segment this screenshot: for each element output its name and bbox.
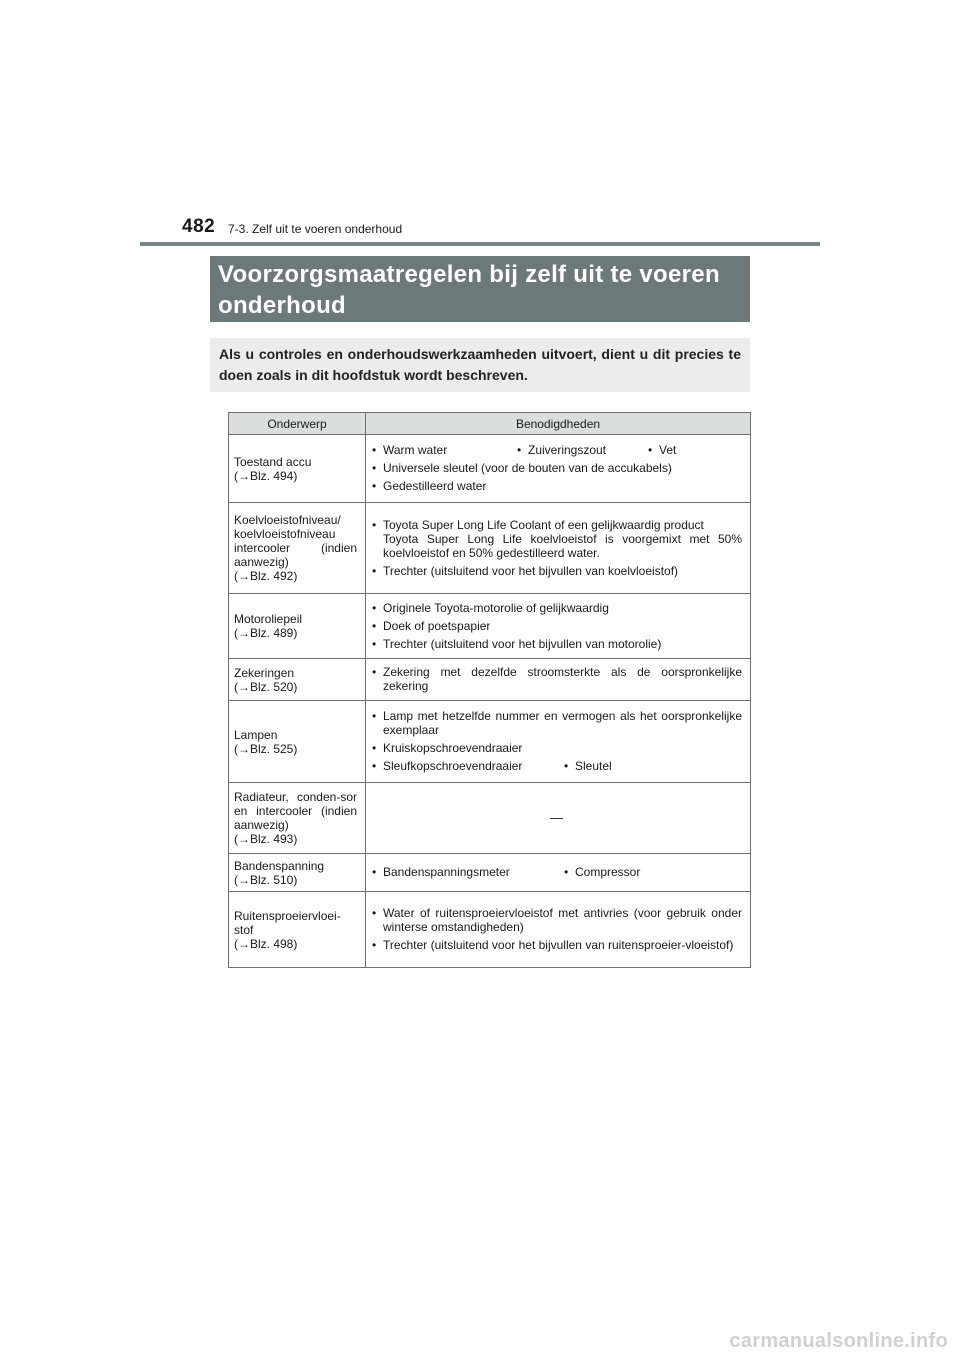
table-row — [229, 892, 751, 968]
list-item: • Zekering met dezelfde stroomsterkte als de oorspronkelijke zekering — [371, 665, 742, 693]
supplies-cell — [366, 594, 751, 659]
table-row — [229, 854, 751, 892]
list-item: • Toyota Super Long Life Coolant of een gelijkwaardig product Toyota Super Long Life koelvloeistof is voorgemixt met 50% koelvloeistof en 50% gedestilleerd water. — [371, 518, 742, 560]
list-item: • Compressor — [563, 865, 640, 879]
page-ref: (→Blz. 494) — [234, 468, 298, 483]
list-item: • Originele Toyota-motorolie of gelijkwaardig — [371, 601, 742, 615]
subject-cell — [229, 659, 366, 701]
supplies-cell — [366, 503, 751, 594]
page-title: Voorzorgsmaatregelen bij zelf uit te voeren onderhoud — [218, 261, 720, 319]
supplies-cell — [366, 435, 751, 503]
subject-label: Bandenspanning — [234, 858, 325, 873]
subject-label: Ruitensproeiervloei-stof — [234, 908, 341, 937]
table-row — [229, 594, 751, 659]
intro-text: Als u controles en onderhoudswerkzaamheden uitvoert, dient u dit precies te doen zoals in dit hoofdstuk wordt beschreven. — [219, 346, 741, 383]
table-row — [229, 783, 751, 854]
list-item — [371, 759, 742, 773]
header-rule — [140, 242, 820, 246]
page-ref: (→Blz. 525) — [234, 741, 298, 756]
subject-label: Radiateur, conden-sor en intercooler (indien aanwezig) — [234, 790, 357, 832]
list-item: • Sleutel — [563, 759, 612, 773]
col-header-supplies: Benodigdheden — [366, 413, 751, 435]
table-row — [229, 435, 751, 503]
page-ref: (→Blz. 510) — [234, 872, 298, 887]
page-ref: (→Blz. 493) — [234, 832, 298, 846]
supplies-cell — [366, 854, 751, 892]
subject-label: Koelvloeistofniveau/ koelvloeistofniveau intercooler (indien aanwezig) — [234, 513, 357, 569]
page-ref: (→Blz. 492) — [234, 569, 298, 583]
subject-label: Motoroliepeil — [234, 612, 303, 626]
list-item: • Water of ruitensproeiervloeistof met antivries (voor gebruik onder winterse omstandigheden) — [371, 906, 742, 934]
table-header-row — [229, 413, 751, 435]
subject-label: Lampen — [234, 727, 278, 742]
list-item: • Warm water — [371, 443, 516, 457]
list-item: • Trechter (uitsluitend voor het bijvullen van ruitensproeier-vloeistof) — [371, 938, 742, 952]
list-item: • Lamp met hetzelfde nummer en vermogen als het oorspronkelijke exemplaar — [371, 709, 742, 737]
supplies-cell — [366, 701, 751, 783]
table-row — [229, 701, 751, 783]
list-item: • Vet — [647, 443, 676, 457]
subject-cell — [229, 594, 366, 659]
subject-cell — [229, 701, 366, 783]
title-block — [210, 256, 750, 322]
list-item: • Zuiveringszout — [516, 443, 647, 457]
list-item: • Gedestilleerd water — [371, 479, 742, 493]
subject-label: Zekeringen — [234, 665, 295, 680]
list-item — [371, 443, 742, 457]
subject-cell — [229, 892, 366, 968]
list-item: • Sleufkopschroevendraaier — [371, 759, 563, 773]
col-header-subject: Onderwerp — [229, 413, 366, 435]
section-label: 7-3. Zelf uit te voeren onderhoud — [228, 222, 403, 236]
table-row — [229, 503, 751, 594]
list-item: • Trechter (uitsluitend voor het bijvullen van koelvloeistof) — [371, 564, 742, 578]
list-item: • Universele sleutel (voor de bouten van de accukabels) — [371, 461, 742, 475]
subject-cell — [229, 503, 366, 594]
page-ref: (→Blz. 520) — [234, 679, 298, 694]
subject-cell — [229, 435, 366, 503]
supplies-cell — [366, 659, 751, 701]
page-ref: (→Blz. 498) — [234, 936, 298, 951]
subject-cell — [229, 854, 366, 892]
subject-label: Toestand accu — [234, 454, 312, 469]
page-number: 482 — [182, 216, 216, 237]
list-item: • Trechter (uitsluitend voor het bijvullen van motorolie) — [371, 637, 742, 651]
list-item: • Bandenspanningsmeter — [371, 865, 563, 879]
page-ref: (→Blz. 489) — [234, 626, 298, 640]
supplies-cell: — — [366, 783, 751, 854]
subject-cell — [229, 783, 366, 854]
supplies-table — [228, 412, 751, 968]
list-item: • Kruiskopschroevendraaier — [371, 741, 742, 755]
list-item — [371, 865, 742, 879]
supplies-cell — [366, 892, 751, 968]
table-row — [229, 659, 751, 701]
list-item: • Doek of poetspapier — [371, 619, 742, 633]
intro-block — [210, 338, 750, 392]
footer-watermark: carmanualsonline.info — [729, 1330, 948, 1352]
